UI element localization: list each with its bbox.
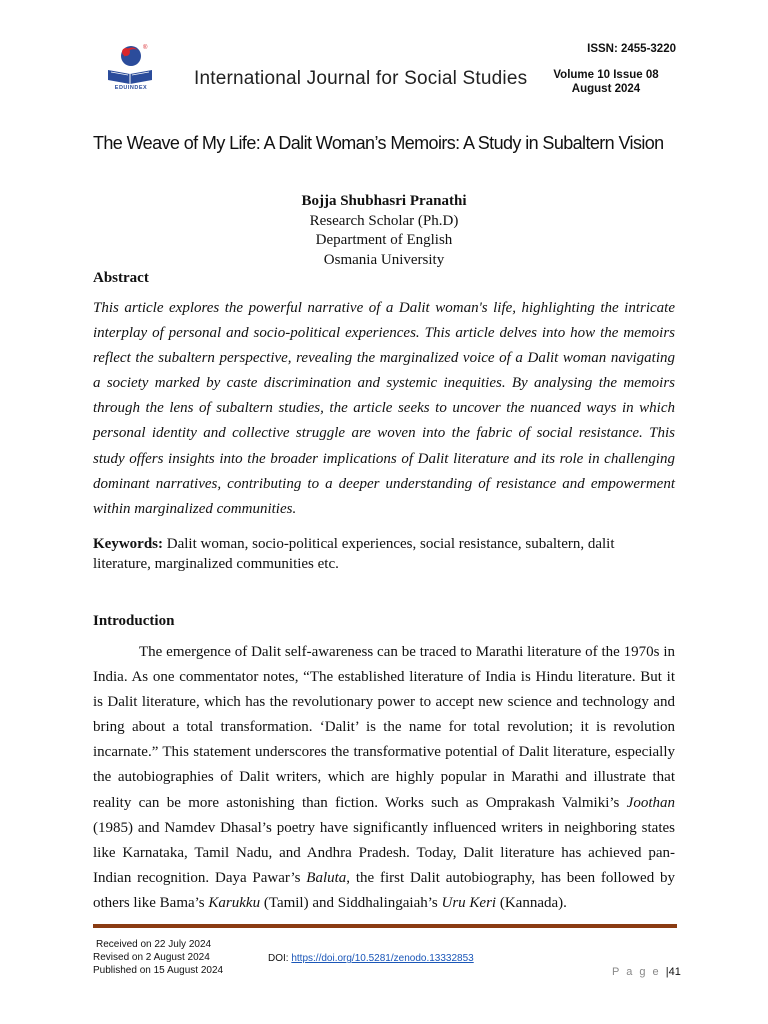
footer-rule: [93, 924, 677, 928]
revised-date: Revised on 2 August 2024: [93, 952, 210, 963]
introduction-heading: Introduction: [93, 613, 175, 629]
svg-text:®: ®: [143, 45, 148, 51]
doi: [268, 952, 474, 965]
published-date: Published on 15 August 2024: [93, 965, 224, 976]
intro-text-4: (Tamil) and Siddhalingaiah’s: [260, 894, 442, 911]
page-number-value: 41: [668, 966, 681, 978]
author-role: Research Scholar (Ph.D): [309, 212, 459, 229]
issue-meta: [536, 42, 676, 96]
publication-dates: [93, 938, 223, 977]
volume-issue: Volume 10 Issue 08: [553, 69, 659, 81]
intro-text-3: , the first Dalit autobiography, has been followed by others like Bama’s: [93, 869, 675, 911]
issn: ISSN: 2455-3220: [587, 43, 676, 55]
journal-name: International Journal for Social Studies: [194, 68, 528, 89]
keywords-text: Dalit woman, socio-political experiences, social resistance, subaltern, dalit literature, marginalized communities etc.: [93, 536, 615, 572]
introduction-paragraph: [93, 640, 675, 916]
journal-logo: [104, 40, 156, 92]
page-label: P a g e: [612, 966, 661, 978]
intro-text-2: (1985) and Namdev Dhasal’s poetry have significantly influenced writers in neighboring states like Karnataka, Tamil Nadu, and Andhra Pradesh. Today, Dalit literature has achieved pan-Indian recognition. Daya Pawar’s: [93, 819, 675, 886]
page-number: [612, 966, 681, 978]
issue-date: August 2024: [571, 83, 641, 95]
doi-label: DOI:: [268, 953, 289, 964]
keywords-label: Keywords:: [93, 536, 163, 552]
article-title: The Weave of My Life: A Dalit Woman’s Memoirs: A Study in Subaltern Vision: [93, 133, 664, 153]
keywords: [93, 534, 675, 574]
author-name: Bojja Shubhasri Pranathi: [301, 193, 467, 209]
page-separator: |: [665, 966, 669, 978]
intro-title-uru-keri: Uru Keri: [441, 894, 497, 911]
author-university: Osmania University: [323, 251, 445, 268]
intro-text-5: (Kannada).: [496, 894, 567, 911]
author-block: [0, 192, 768, 270]
doi-link[interactable]: https://doi.org/10.5281/zenodo.13332853: [291, 953, 474, 964]
abstract-heading: Abstract: [93, 270, 149, 286]
intro-title-karukku: Karukku: [208, 894, 261, 911]
intro-title-baluta: Baluta: [306, 869, 347, 886]
logo-text: EDUINDEX: [114, 85, 148, 91]
received-date: Received on 22 July 2024: [96, 939, 212, 950]
abstract-text: This article explores the powerful narrative of a Dalit woman's life, highlighting the intricate interplay of personal and socio-political experiences. This article delves into how the memoirs reflect the subaltern perspective, revealing the marginalized voice of a Dalit woman navigating a society marked by caste discrimination and systemic inequities. By analysing the memoirs through the lens of subaltern studies, the article seeks to uncover the nuanced ways in which personal identity and collective struggle are woven into the fabric of social resistance. This study offers insights into the broader implications of Dalit literature and its role in challenging dominant narratives, contributing to a deeper understanding of resistance and empowerment within marginalized communities.: [93, 300, 675, 517]
intro-title-joothan: Joothan: [626, 794, 675, 811]
intro-text-1: The emergence of Dalit self-awareness can be traced to Marathi literature of the 1970s in India. As one commentator notes, “The established literature of India is Hindu literature. But it is Dalit literature, which has the revolutionary power to accept new science and technology and bring about a total transformation. ‘Dalit’ is the name for total revolution; it is revolution incarnate.” This statement underscores the transformative potential of Dalit literature, especially the autobiographies of Dalit writers, which are highly popular in Marathi and illustrate that reality can be more astonishing than fiction. Works such as Omprakash Valmiki’s: [93, 644, 675, 811]
author-department: Department of English: [315, 232, 453, 248]
